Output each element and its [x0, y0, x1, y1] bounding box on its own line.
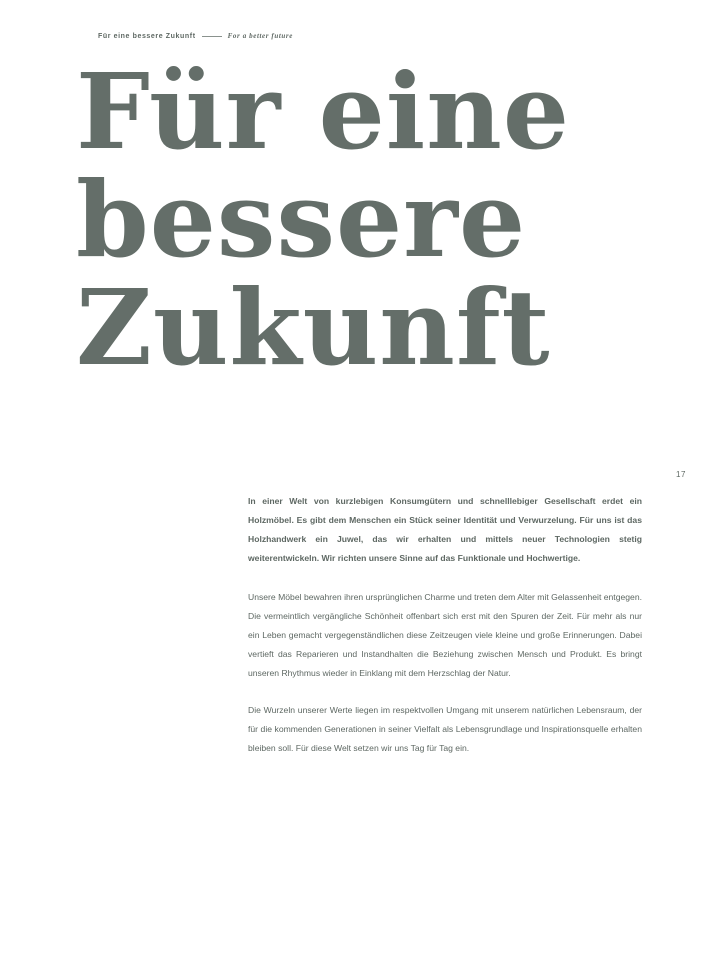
page-title-line-3: Zukunft	[76, 266, 551, 389]
page-title-line-2: bessere	[76, 158, 527, 281]
body-paragraph-1: Unsere Möbel bewahren ihren ursprünglichen Charme und treten dem Alter mit Gelassenheit entgegen. Die vermeintlich vergängliche Schönheit offenbart sich erst mit den Spuren der Zeit. Für mehr als nur ein Leben gemacht vergegenständlichen diese Zeitzeugen viele kleine und große Erinnerungen. Dabei vertieft das Reparieren und Instandhalten die Beziehung zwischen Mensch und Produkt. Es bringt unseren Rhythmus wieder in Einklang mit dem Herzschlag der Natur.	[248, 592, 642, 678]
body-paragraph-2: Die Wurzeln unserer Werte liegen im respektvollen Umgang mit unserem natürlichen Lebensraum, der für die kommenden Generationen in seiner Vielfalt als Lebensgrundlage und Inspirationsquelle erhalten bleiben soll. Für diese Welt setzen wir uns Tag für Tag ein.	[248, 705, 642, 753]
page-number: 17	[676, 470, 686, 479]
running-header	[98, 32, 293, 40]
body-copy	[248, 492, 642, 776]
lead-paragraph: In einer Welt von kurzlebigen Konsumgütern und schnelllebiger Gesellschaft erdet ein Holzmöbel. Es gibt dem Menschen ein Stück seiner Identität und Verwurzelung. Für uns ist das Holzhandwerk ein Juwel, das wir erhalten und mittels neuer Technologien stetig weiterentwickeln. Wir richten unsere Sinne auf das Funktionale und Hochwertige.	[248, 496, 642, 563]
running-header-german: Für eine bessere Zukunft	[98, 32, 196, 40]
page-title-line-1: Für eine	[76, 50, 571, 173]
running-header-english: For a better future	[227, 32, 293, 40]
page-title	[76, 50, 571, 389]
running-header-divider	[202, 36, 222, 37]
